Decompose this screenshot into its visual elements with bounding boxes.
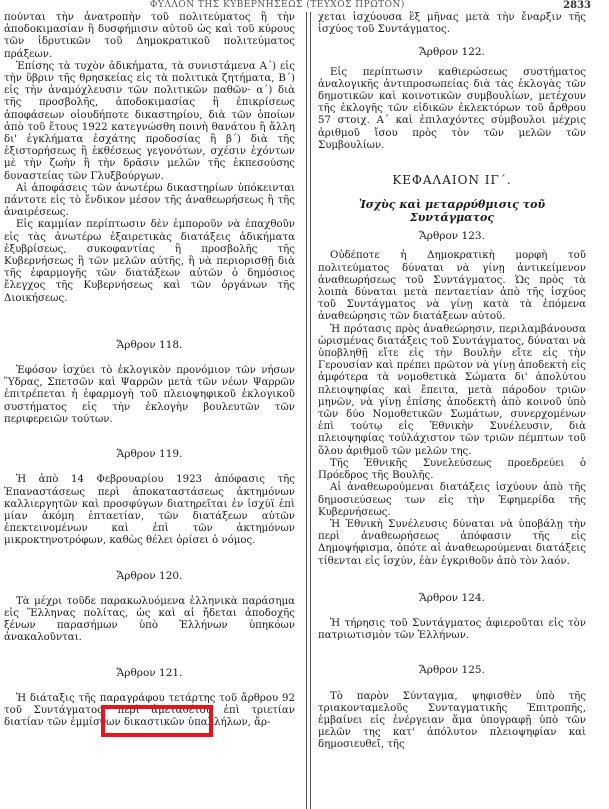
article-text-123: Ἡ πρότασις πρὸς ἀναθεώρησιν, περιλαμβάνουσα ὡρισμένας διατάξεις τοῦ Συντάγματος, δύναται νὰ ὑποβληθῇ εἴτε εἰς τὴν Βουλὴν εἴτε εἰς τὴν Γερουσίαν καὶ πρέπει πρῶτον νὰ γίνῃ ἀποδεκτὴ εἰς ἀμφότερα τὰ νομοθετικὰ Σώματα δι' ἀπολύτου πλειοψηφίας καὶ ἔπειτα, μετὰ πάροδον τριῶν μηνῶν, νὰ γίνῃ ἐπίσης ἀποδεκτὴ ἀπὸ κοινοῦ ὑπὸ τῶν δύο Νομοθετικῶν Σωμάτων, συνερχομένων ἐπὶ τούτῳ εἰς Ἐθνικὴν Συνέλευσιν, διὰ πλειοψηφίας τοὐλάχιστον τῶν τριῶν πέμπτων τοῦ ὅλου ἀριθμοῦ τῶν μελῶν της. [318, 323, 586, 457]
article-text-119: Ἡ ἀπὸ 14 Φεβρουαρίου 1923 ἀπόφασις τῆς Ἐπαναστάσεως περὶ ἀποκαταστάσεως ἀκτημόνων καλλιεργητῶν καὶ προσφύγων διατηρεῖται ἐν ἰσχύϊ ἐπὶ μίαν ἀκόμη ἑπταετίαν, τῶν διατάξεων αὐτῶν ἐπεκτεινομένων καὶ ἐπὶ τῶν ἀκτημόνων μικροκτηνοτρόφων, καθὼς θέλει ὁρίσει ὁ νόμος. [4, 474, 295, 547]
article-text-122: Εἰς περίπτωσιν καθιερώσεως συστήματος ἀναλογικῆς ἀντιπροσωπείας διὰ τὰς ἐκλογὰς τῶν δημοτικῶν καὶ κοινοτικῶν συμβουλίων, μετέχουν τῆς ἐκλογῆς τῶν εἰδικῶν ἐκλεκτόρων τοῦ ἄρθρου 57 στοιχ. Α΄ καὶ ἐπιλαχόντες σύμβουλοι μέχρις ἀριθμοῦ ἴσου πρὸς τὸν τῶν μελῶν τῶν Συμβουλίων. [318, 66, 586, 151]
right-column [318, 12, 586, 752]
article-text-123: Οὐδέποτε ἡ Δημοκρατικὴ μορφὴ τοῦ πολιτεύματος δύναται νὰ γίνῃ ἀντικείμενον ἀναθεωρήσεως τοῦ Συντάγματος. Ὡς πρὸς τὰ λοιπὰ δύναται μετὰ πενταετίαν ἀπὸ τῆς ἰσχύος τοῦ Συντάγματος νὰ γίνῃ κατὰ τὰ ἑπόμενα ἀναθεώρησις τῶν διατάξεων αὐτοῦ. [318, 250, 586, 323]
column-divider [306, 12, 311, 809]
article-text-120: Τὰ μέχρι τοῦδε παρακωλυόμενα ἑλληνικὰ παράσημα εἰς Ἕλληνας πολίτας, ὡς καὶ αἱ ἤδεται ἀποδοχῆς ξένων παρασήμων ὑπὸ Ἑλλήνων ὑπηκόων ἀνακαλοῦνται. [4, 595, 295, 644]
article-text-123: Ἡ Ἐθνικὴ Συνέλευσις δύναται νὰ ὑποβάλῃ τὴν περὶ ἀναθεωρήσεως ἀπόφασιν τῆς εἰς Δημοψήφισμα, ὁπότε αἱ ἀναθεωρούμεναι διατάξεις τίθενται εἰς ἰσχύν, ἐὰν ἐγκριθοῦν ἀπὸ τὸν λαόν. [318, 518, 586, 567]
article-text-121: Ἡ διάταξις τῆς παραγράφου τετάρτης τοῦ ἄρθρου 92 τοῦ Συντάγματος, περὶ ἀμεταθέτου ἐπὶ τριετίαν διατίαν τῶν ἐμμίσθων δικαστικῶν ὑπαλλήλων, ἄρ- [4, 692, 295, 729]
paragraph: Ἐπίσης τὰ τυχὸν ἀδικήματα, τὰ συνιστάμενα Α΄) εἰς τὴν ὕβριν τῆς θρησκείας εἰς τὰ πολιτικὰ ζητήματα, Β΄) εἰς τὴν ἀναμόχλευσιν τῶν πολιτικῶν παθῶν· α΄) διὰ τῆς προσβολῆς, ἀποδοκιμασίας ἢ ἐπικρίσεως ἀποφάσεων οἱουδήποτε δικαστηρίου, διὰ τῶν ὁποίων ἀπὸ τοῦ ἔτους 1922 κατεγνώσθη ποινὴ θανάτου ἢ ἄλλη δι' ἐγκλήματα ἐσχάτης προδοσίας ἢ β΄) διὰ τῆς ἐξιστορήσεως ἢ ἐκθέσεως γεγονότων, σχέσιν ἐχόντων μὲ τὴν ζωὴν ἢ τὴν δρᾶσιν μελῶν τῆς ἐκπεσούσης δυναστείας τῶν Γλυξβούργων. [4, 60, 295, 182]
article-heading-124: Ἄρθρον 124. [419, 591, 485, 604]
article-heading-119: Ἄρθρον 119. [116, 448, 183, 461]
chapter-heading: ΚΕΦΑΛΑΙΟΝ ΙΓ΄. [392, 173, 512, 188]
article-heading-125: Ἄρθρον 125. [419, 664, 485, 677]
section-title: Ἰσχὺς καὶ μεταρρύθμισις τοῦ Συντάγματος [358, 198, 546, 225]
paragraph: χεται ἰσχύουσα ἓξ μῆνας μετὰ τὴν ἔναρξιν τῆς ἰσχύος τοῦ Συντάγματος. [318, 12, 586, 36]
paragraph: Αἱ ἀποφάσεις τῶν ἀνωτέρω δικαστηρίων ὑπόκεινται πάντοτε εἰς τὸ ἔνδικον μέσον τῆς ἀναθεωρήσεως ἢ τῆς ἀναιρέσεως. [4, 182, 295, 219]
article-heading-118: Ἄρθρον 118. [116, 338, 183, 351]
paragraph: πούνται τὴν ἀνατροπὴν τοῦ πολιτεύματος ἢ τὴν ἀποδοκιμασίαν ἢ δυσφήμισιν αὐτοῦ ὡς καὶ τοῦ κύρους τῶν ἱδρυτικῶν τοῦ Δημοκρατικοῦ πολιτεύματος πράξεων. [4, 12, 295, 60]
article-text-118: Ἐφόσον ἰσχύει τὸ ἐκλογικὸν προνόμιον τῶν νήσων Ὕδρας, Σπετσῶν καὶ Ψαρρῶν μετὰ τῶν νέων Ψαρρῶν ἐπιτρέπεται ἡ ἐφαρμογὴ τοῦ πλειοψηφικοῦ ἐκλογικοῦ συστήματος εἰς τὴν ἐκλογὴν βουλευτῶν τῶν περιφερειῶν τούτων. [4, 365, 295, 425]
article-text-123: Αἱ ἀναθεωρούμεναι διατάξεις ἰσχύουν ἀπὸ τῆς δημοσιεύσεως των εἰς τὴν Ἐφημερίδα τῆς Κυβερνήσεως. [318, 482, 586, 518]
article-heading-123: Ἄρθρον 123. [419, 230, 485, 243]
article-heading-122: Ἄρθρον 122. [419, 46, 485, 59]
article-text-125: Τὸ παρὸν Σύνταγμα, ψηφισθὲν ὑπὸ τῆς τριακονταμελοῦς Συνταγματικῆς Ἐπιτροπῆς, ἐμβαίνει εἰς ἐνέργειαν ἅμα ὑπογραφῇ ὑπὸ τῶν μελῶν της κατ' ἀπόλυτον πλειοψηφίαν καὶ δημοσιευθεῖ, τῆς [318, 690, 586, 751]
article-text-124: Ἡ τήρησις τοῦ Συντάγματος ἀφιεροῦται εἰς τὸν πατριωτισμὸν τῶν Ἑλλήνων. [318, 617, 586, 642]
header-title: ΦΥΛΛΟΝ ΤΗΣ ΚΥΒΕΡΝΗΣΕΩΣ (ΤΕΥΧΟΣ ΠΡΩΤΟΝ) [150, 0, 405, 10]
article-heading-120: Ἄρθρον 120. [116, 569, 183, 582]
page-number: 2833 [563, 0, 591, 11]
highlight-box [101, 705, 213, 737]
article-heading-121: Ἄρθρον 121. [116, 666, 183, 679]
article-text-123: Τῆς Ἐθνικῆς Συνελεύσεως προεδρεύει ὁ Πρόεδρος τῆς Βουλῆς. [318, 457, 586, 482]
paragraph: Εἰς καμμίαν περίπτωσιν δὲν ἐμποροῦν νὰ ἐπαχθοῦν εἰς τὰς ἀνωτέρω ἐξαιρετικὰς διατάξεις ἀδικήματα ἐξυβρίσεως, συκοφαντίας ἢ προσβολῆς τῆς Κυβερνήσεως ἢ τῶν μελῶν αὐτῆς, ἢ νὰ περιορισθῇ διὰ τῆς ἐφαρμογῆς τῶν διατάξεων αὐτῶν ὁ δημόσιος ἔλεγχος τῆς Κυβερνήσεως καὶ τῶν ὀργάνων τῆς Διοικήσεως. [4, 219, 295, 304]
left-column [4, 12, 295, 729]
